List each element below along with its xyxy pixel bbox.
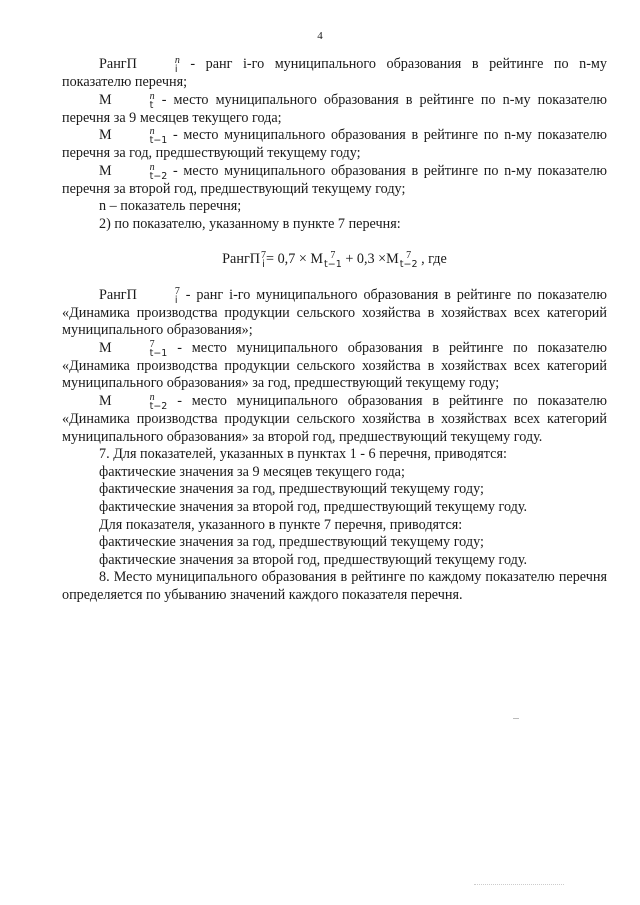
formula-rank: РангП 7 i [222,249,267,270]
item-8: 8. Место муниципального образования в рейтинге по каждому показателю перечня определяется по убыванию значений каждого показателя перечня. [62,569,607,603]
item-7-line: фактические значения за год, предшествующий текущему году; [99,534,484,551]
definition-m-t1: M n t−1 - место муниципального образования в рейтинге по n-му показателю перечня за год, предшествующий текущему году; [62,126,607,162]
formula-m-t2: M 7 t−2 [386,249,418,270]
scan-mark [513,718,519,719]
item-7-line: фактические значения за год, предшествующий текущему году; [99,481,484,498]
item-7-line: фактические значения за второй год, предшествующий текущему году. [99,551,528,568]
symbol-rank-n: РангП n i [99,55,180,75]
formula-plus: + 0,3 × [341,250,387,267]
rank-formula [62,251,607,269]
definition-mn-t2: M n t−2 - место муниципального образования в рейтинге по показателю «Динамика производства продукции сельского хозяйства в хозяйствах всех категорий муниципального образования» за второй год, предшествующий текущему году. [62,391,607,445]
formula-eq: = 0,7 × [266,250,311,267]
definition-m-t: M n t - место муниципального образования в рейтинге по n-му показателю перечня за 9 месяцев текущего года; [62,90,607,126]
symbol-rank-7: РангП 7 i [99,285,180,306]
formula-m-t1: M 7 t−1 [310,249,342,270]
definition-rank-n: РангП n i - ранг i-го муниципального образования в рейтинге по n-му показателю перечня; [62,55,607,90]
formula-tail: , где [417,250,447,267]
item-2-heading: 2) по показателю, указанному в пункте 7 перечня: [99,215,401,232]
symbol-m-t2: M n t−2 [99,161,168,182]
scan-mark [474,884,564,886]
symbol-m-t1: M n t−1 [99,126,168,147]
page-number: 4 [317,30,323,42]
definition-rank-7: РангП 7 i - ранг i-го муниципального образования в рейтинге по показателю «Динамика производства продукции сельского хозяйства в хозяйствах всех категорий муниципального образования»; [62,285,607,339]
item-7-line: фактические значения за 9 месяцев текущего года; [99,463,405,480]
document-body [62,56,607,604]
symbol-m-t: M n t [99,90,155,111]
definition-m-t2: M n t−2 - место муниципального образования в рейтинге по n-му показателю перечня за второй год, предшествующий текущему году; [62,161,607,197]
symbol-mn-t2: M n t−2 [99,391,168,412]
definition-m7-t1: M 7 t−1 - место муниципального образования в рейтинге по показателю «Динамика производства продукции сельского хозяйства в хозяйствах всех категорий муниципального образования» за год, предшествующий текущему году; [62,338,607,392]
symbol-m7-t1: M 7 t−1 [99,338,168,359]
definition-n: n – показатель перечня; [99,198,242,215]
item-7-intro: 7. Для показателей, указанных в пунктах 1 - 6 перечня, приводятся: [99,446,507,463]
item-7-line: фактические значения за второй год, предшествующий текущему году. [99,498,528,515]
item-7-intro-2: Для показателя, указанного в пункте 7 перечня, приводятся: [99,516,463,533]
